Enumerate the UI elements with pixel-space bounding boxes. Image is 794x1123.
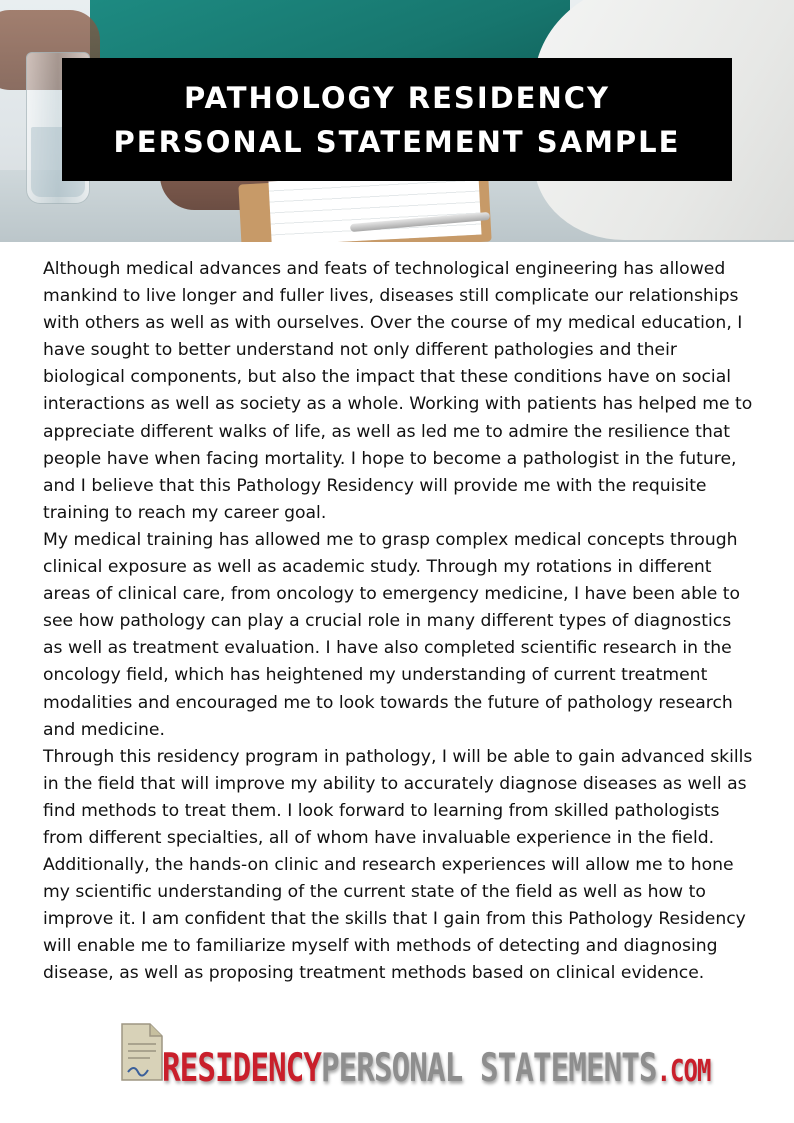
statement-body <box>43 256 755 988</box>
brand-part-personal-statements: PERSONAL STATEMENTS <box>320 1046 657 1091</box>
brand-part-residency: RESIDENCY <box>162 1046 321 1091</box>
paragraph-3: Through this residency program in pathology, I will be able to gain advanced skills in the field that will improve my ability to accurately diagnose diseases as well as find methods to treat them. I look forward to learning from skilled pathologists from different specialties, all of whom have invaluable experience in the field. Additionally, the hands-on clinic and research experiences will allow me to hone my scientific understanding of the current state of the field as well as how to improve it. I am confident that the skills that I gain from this Pathology Residency will enable me to familiarize myself with methods of detecting and diagnosing disease, as well as proposing treatment methods based on clinical evidence. <box>43 746 753 984</box>
document-icon <box>116 1020 168 1084</box>
brand-part-com: .COM <box>656 1053 711 1089</box>
page-title-line-2: PERSONAL STATEMENT SAMPLE <box>113 124 681 159</box>
paragraph-2: My medical training has allowed me to grasp complex medical concepts through clinical exposure as well as academic study. Through my rotations in different areas of clinical care, from oncology to emergency medicine, I have been able to see how pathology can play a crucial role in many different types of diagnostics as well as treatment evaluation. I have also completed scientific research in the oncology field, which has heightened my understanding of current treatment modalities and encouraged me to look towards the future of pathology research and medicine. <box>43 529 741 740</box>
page-title-line-1: PATHOLOGY RESIDENCY <box>183 80 611 115</box>
chart-paper <box>268 171 481 242</box>
title-banner <box>62 58 732 181</box>
paragraph-1: Although medical advances and feats of technological engineering has allowed mankind to live longer and fuller lives, diseases still complicate our relationships with others as well as with ourselves. Over the course of my medical education, I have sought to better understand not only different pathologies and their biological components, but also the impact that these conditions have on social interactions as well as society as a whole. Working with patients has helped me to appreciate different walks of life, as well as led me to admire the resilience that people have when facing mortality. I hope to become a pathologist in the future, and I believe that this Pathology Residency will provide me with the requisite training to reach my career goal. <box>43 259 753 523</box>
brand-logo <box>114 1016 714 1096</box>
brand-wordmark <box>162 1046 710 1109</box>
